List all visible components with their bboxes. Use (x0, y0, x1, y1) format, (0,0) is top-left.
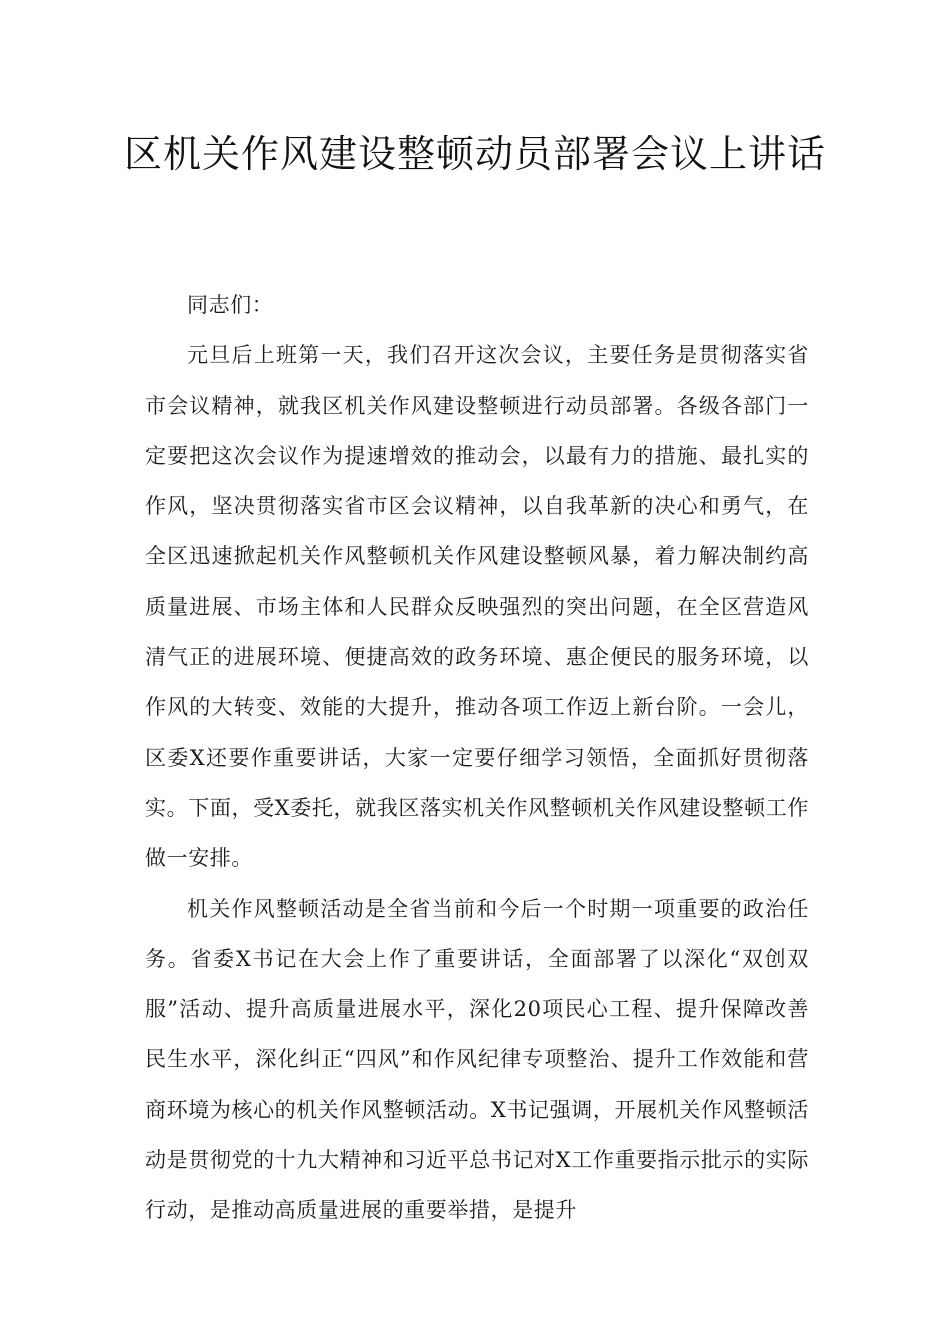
document-title: 区机关作风建设整顿动员部署会议上讲话 (123, 132, 826, 176)
paragraph-1: 元旦后上班第一天，我们召开这次会议，主要任务是贯彻落实省市会议精神，就我区机关作风建设整顿进行动员部署。各级各部门一定要把这次会议作为提速增效的推动会，以最有力的措施、最扎实的作风，坚决贯彻落实省市区会议精神，以自我革新的决心和勇气，在全区迅速掀起机关作风整顿机关作风建设整顿风暴，着力解决制约高质量进展、市场主体和人民群众反映强烈的突出问题，在全区营造风清气正的进展环境、便捷高效的政务环境、惠企便民的服务环境，以作风的大转变、效能的大提升，推动各项工作迈上新台阶。一会儿，区委X还要作重要讲话，大家一定要仔细学习领悟，全面抓好贯彻落实。下面，受X委托，就我区落实机关作风整顿机关作风建设整顿工作做一安排。 (145, 343, 809, 871)
document-body (145, 280, 809, 1236)
salutation: 同志们： (187, 293, 274, 317)
paragraph-2: 机关作风整顿活动是全省当前和今后一个时期一项重要的政治任务。省委X书记在大会上作了重要讲话，全面部署了以深化“双创双服”活动、提升高质量进展水平，深化20项民心工程、提升保障改善民生水平，深化纠正“四风”和作风纪律专项整治、提升工作效能和营商环境为核心的机关作风整顿活动。X书记强调，开展机关作风整顿活动是贯彻党的十九大精神和习近平总书记对X工作重要指示批示的实际行动，是推动高质量进展的重要举措，是提升 (145, 896, 809, 1223)
